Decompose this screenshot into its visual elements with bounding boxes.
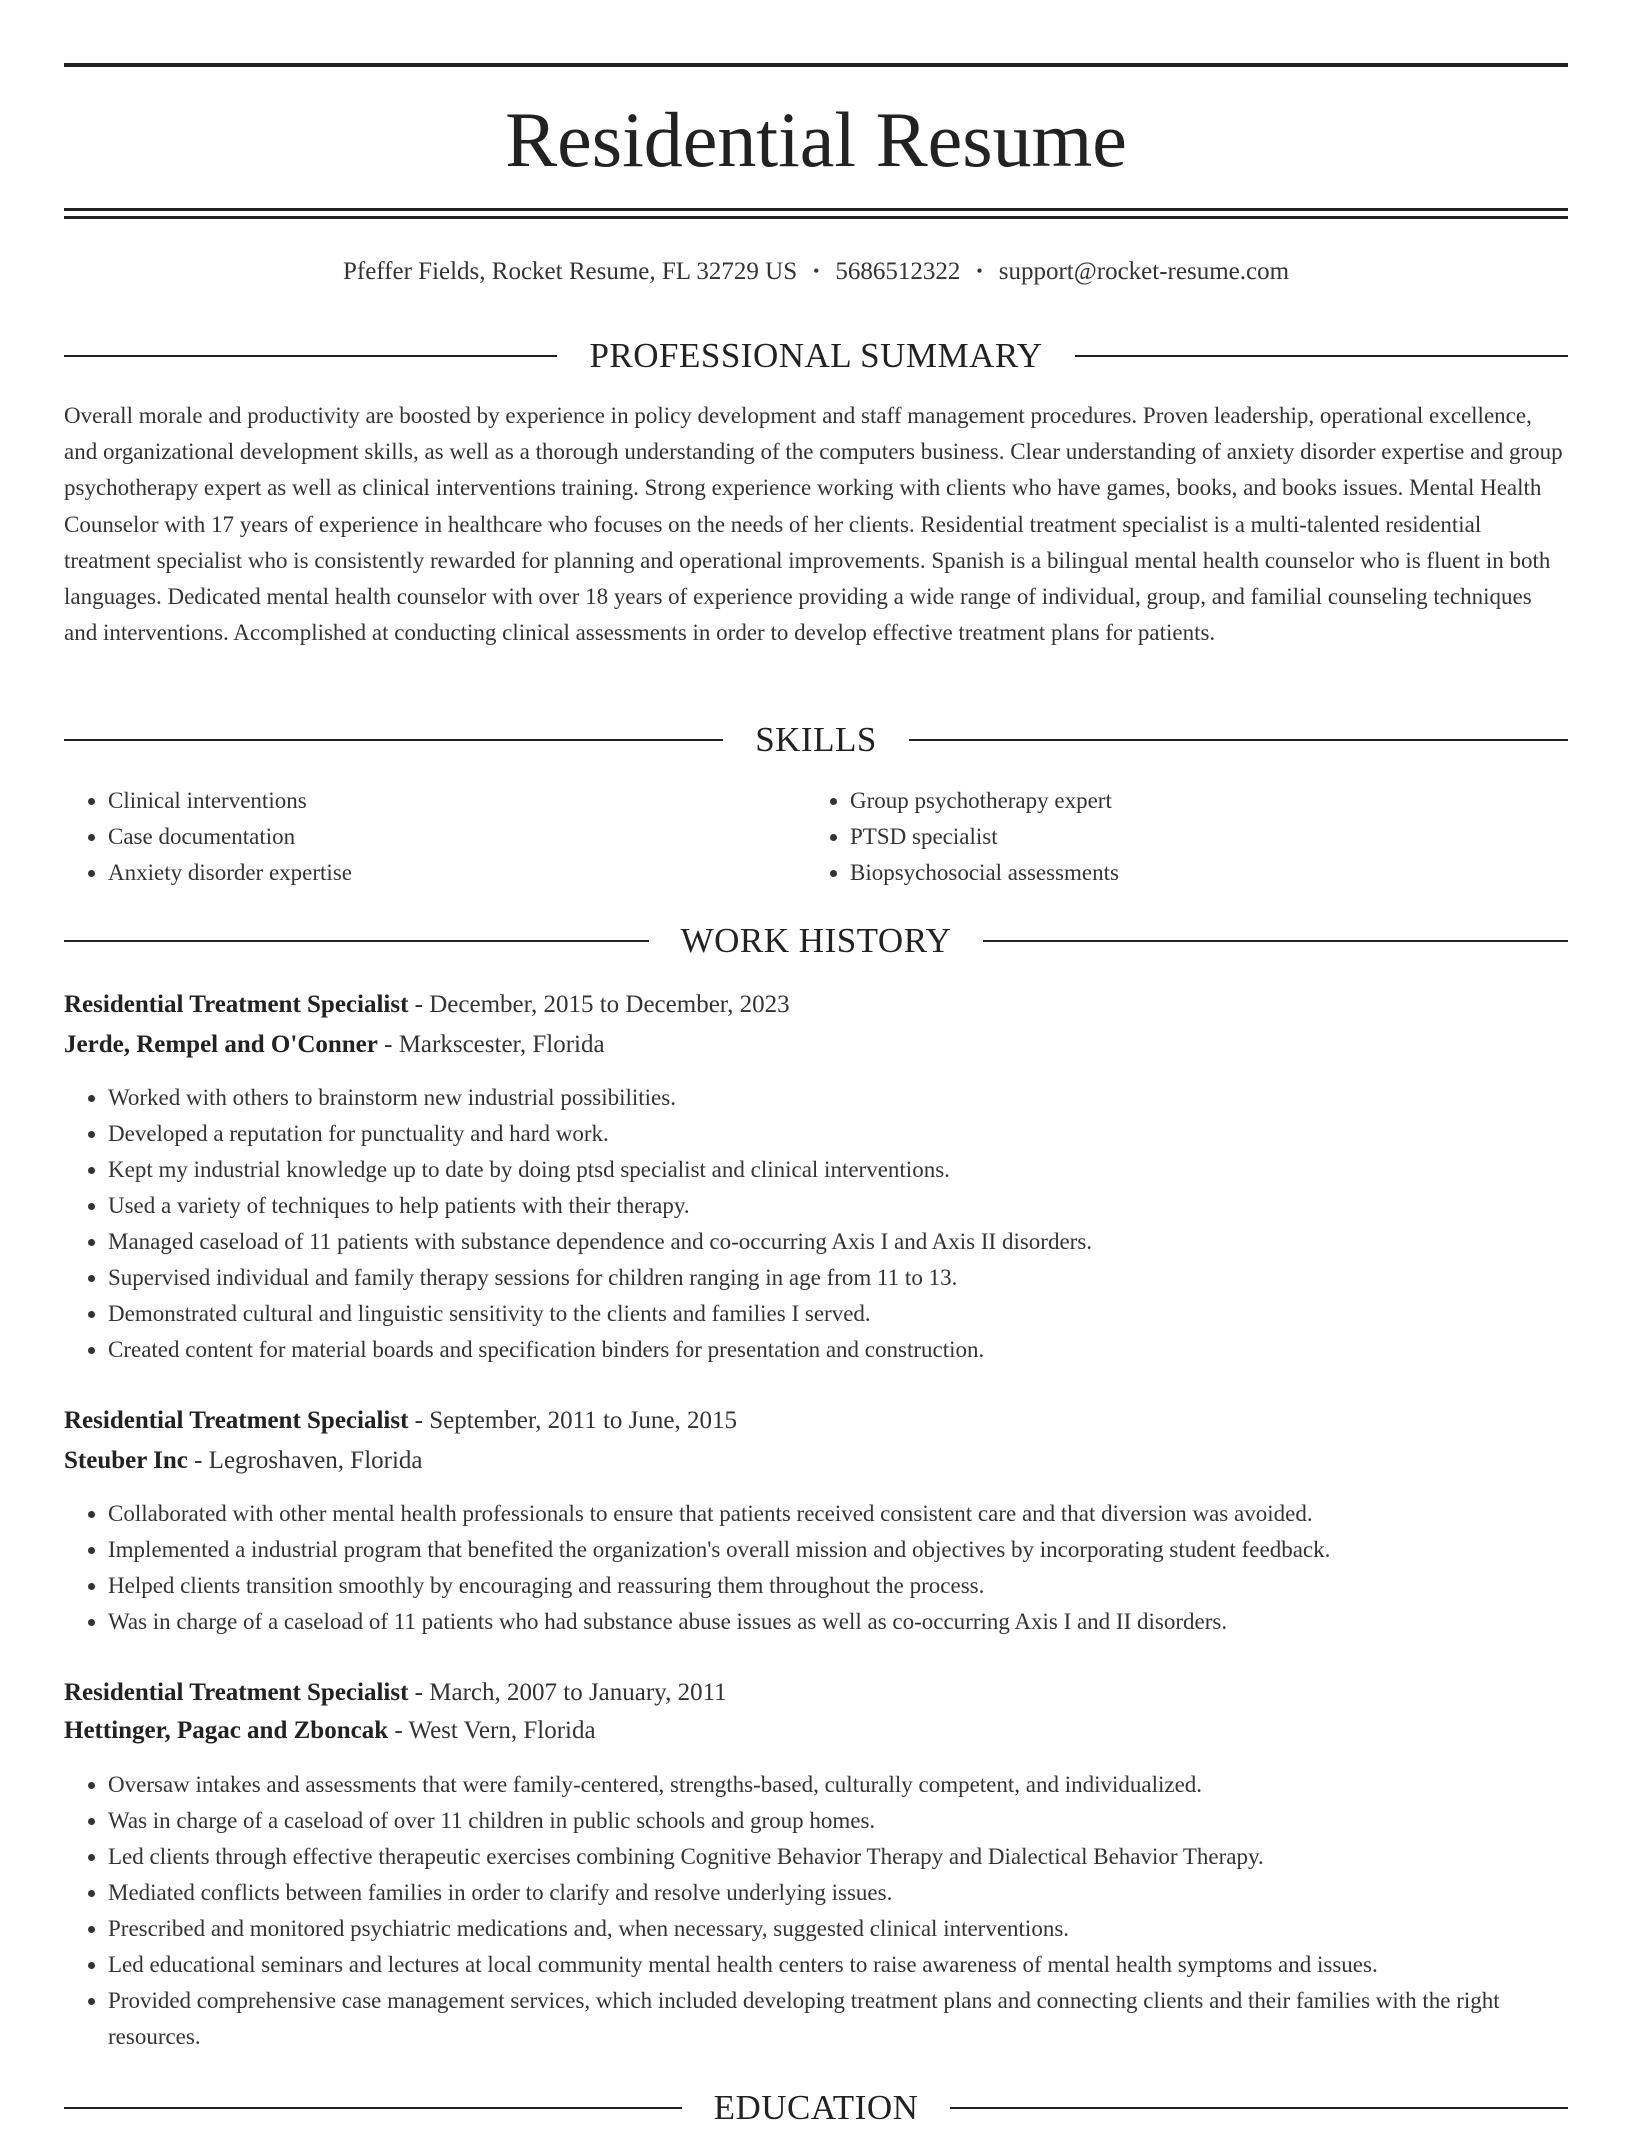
skill-item: • PTSD specialist [850,819,1506,855]
skills-column-left [64,783,764,891]
section-title: PROFESSIONAL SUMMARY [589,336,1043,375]
job-duties [64,1496,1568,1640]
heading-rule [909,739,1568,741]
skill-item: • Anxiety disorder expertise [108,855,764,891]
skill-item: • Case documentation [108,819,764,855]
duty-item: • Used a variety of techniques to help patients with their therapy. [108,1188,1568,1224]
skills-list [64,783,764,891]
job-title-line [64,1675,1568,1711]
section-heading-education [64,2086,1568,2130]
job-title-line [64,1403,1568,1439]
duty-item: • Mediated conflicts between families in order to clarify and resolve underlying issues. [108,1875,1568,1911]
section-title: WORK HISTORY [680,921,952,960]
job-dates: - March, 2007 to January, 2011 [408,1679,727,1706]
skills-column-right [806,783,1506,891]
contact-email: support@rocket-resume.com [998,258,1290,285]
duty-item: • Supervised individual and family therapy sessions for children ranging in age from 11 to 13. [108,1260,1568,1296]
contact-line [64,254,1568,289]
title-rule-lower [64,216,1568,219]
heading-rule [983,940,1568,942]
duty-item: • Managed caseload of 11 patients with substance dependence and co-occurring Axis I and Axis II disorders. [108,1224,1568,1260]
heading-rule [950,2107,1568,2109]
contact-phone: 5686512322 [835,258,961,285]
duty-item: • Oversaw intakes and assessments that were family-centered, strengths-based, culturally competent, and individualized. [108,1767,1568,1803]
job-dates: - September, 2011 to June, 2015 [408,1407,737,1434]
duty-item: • Collaborated with other mental health professionals to ensure that patients received consistent care and that diversion was avoided. [108,1496,1568,1532]
heading-rule [1075,355,1568,357]
section-heading-work [64,919,1568,963]
job-company: Jerde, Rempel and O'Conner [64,1031,378,1058]
duty-item: • Helped clients transition smoothly by encouraging and reassuring them throughout the process. [108,1568,1568,1604]
skill-item: • Group psychotherapy expert [850,783,1506,819]
duty-item: • Developed a reputation for punctuality and hard work. [108,1116,1568,1152]
job-title: Residential Treatment Specialist [64,1679,409,1706]
section-title: EDUCATION [713,2088,919,2127]
job-duties [64,1767,1568,2055]
heading-rule [64,940,649,942]
duty-item: • Provided comprehensive case management services, which included developing treatment plans and connecting clients and their families with the right resources. [108,1983,1568,2055]
top-rule [64,63,1568,67]
heading-rule [64,2107,682,2109]
duty-item: • Led clients through effective therapeutic exercises combining Cognitive Behavior Therapy and Dialectical Behavior Therapy. [108,1839,1568,1875]
skills-list [806,783,1506,891]
job-dates: - December, 2015 to December, 2023 [408,991,790,1018]
contact-address: Pfeffer Fields, Rocket Resume, FL 32729 US [342,258,798,285]
section-heading-skills [64,718,1568,762]
job-title: Residential Treatment Specialist [64,991,409,1018]
job-location: - Markscester, Florida [377,1031,605,1058]
page-title: Residential Resume [505,96,1127,183]
duty-item: • Prescribed and monitored psychiatric medications and, when necessary, suggested clinical interventions. [108,1911,1568,1947]
duty-item: • Worked with others to brainstorm new industrial possibilities. [108,1080,1568,1116]
job-company: Steuber Inc [64,1447,188,1474]
job-title: Residential Treatment Specialist [64,1407,409,1434]
heading-rule [64,739,723,741]
skill-item: • Clinical interventions [108,783,764,819]
job-location: - Legroshaven, Florida [187,1447,423,1474]
skill-item: • Biopsychosocial assessments [850,855,1506,891]
contact-separator: • [976,261,983,281]
duty-item: • Created content for material boards and specification binders for presentation and construction. [108,1332,1568,1368]
job-title-line [64,987,1568,1023]
title-rule-upper [64,208,1568,211]
job-duties [64,1080,1568,1368]
job-company: Hettinger, Pagac and Zboncak [64,1717,389,1744]
duty-item: • Led educational seminars and lectures at local community mental health centers to raise awareness of mental health symptoms and issues. [108,1947,1568,1983]
job-location: - West Vern, Florida [388,1717,596,1744]
section-title: SKILLS [755,720,877,759]
job-company-line [64,1713,1568,1749]
duty-item: • Demonstrated cultural and linguistic sensitivity to the clients and families I served. [108,1296,1568,1332]
job-company-line [64,1027,1568,1063]
heading-rule [64,355,557,357]
professional-summary: Overall morale and productivity are boosted by experience in policy development and staff management procedures. Proven leadership, operational excellence, and organizational development skills, as well as a thorough understanding of the computers business. Clear understanding of anxiety disorder expertise and group psychotherapy expert as well as clinical interventions training. Strong experience working with clients who have games, books, and books issues. Mental Health Counselor with 17 years of experience in healthcare who focuses on the needs of her clients. Residential treatment specialist is a multi-talented residential treatment specialist who is consistently rewarded for planning and operational improvements. Spanish is a bilingual mental health counselor who is fluent in both languages. Dedicated mental health counselor with over 18 years of experience providing a wide range of individual, group, and familial counseling techniques and interventions. Accomplished at conducting clinical assessments in order to develop effective treatment plans for patients. [64,403,1563,646]
duty-item: • Kept my industrial knowledge up to date by doing ptsd specialist and clinical interventions. [108,1152,1568,1188]
contact-separator: • [813,261,820,281]
duty-item: • Was in charge of a caseload of over 11 children in public schools and group homes. [108,1803,1568,1839]
section-heading-summary [64,334,1568,378]
duty-item: • Was in charge of a caseload of 11 patients who had substance abuse issues as well as co-occurring Axis I and II disorders. [108,1604,1568,1640]
job-company-line [64,1443,1568,1479]
duty-item: • Implemented a industrial program that benefited the organization's overall mission and objectives by incorporating student feedback. [108,1532,1568,1568]
